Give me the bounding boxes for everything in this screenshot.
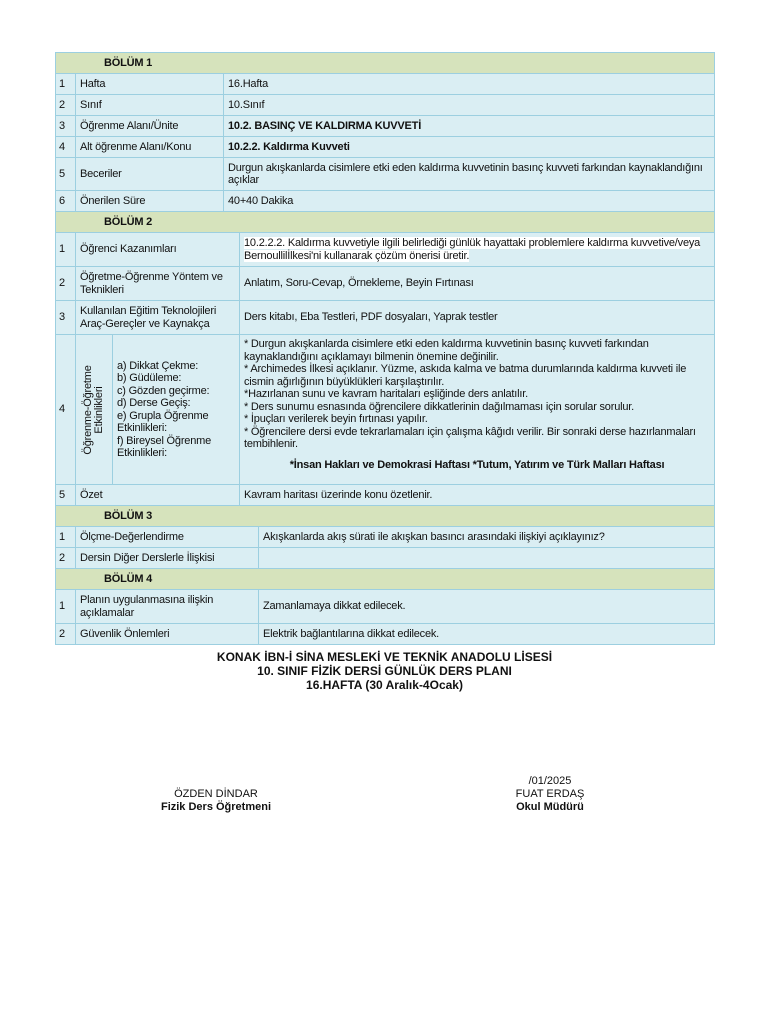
table-row	[56, 301, 715, 335]
outcome-text: 10.2.2.2. Kaldırma kuvvetiyle ilgili belirlediği günlük hayattaki problemlere kaldırma kuvvetive/veya Bernoullilİlkesi'ni kullanarak çözüm önerisi üretir.	[244, 237, 701, 262]
row-value: Ders kitabı, Eba Testleri, PDF dosyaları, Yaprak testler	[240, 301, 715, 335]
section-title: BÖLÜM 3	[56, 506, 715, 527]
document-title	[55, 650, 714, 692]
row-value: Durgun akışkanlarda cisimlere etki eden kaldırma kuvvetinin basınç kuvveti farkından kaynaklandığını açıklar	[224, 158, 715, 191]
plan-title: 10. SINIF FİZİK DERSİ GÜNLÜK DERS PLANI	[257, 664, 512, 678]
table-row	[56, 158, 715, 191]
row-number: 4	[56, 335, 76, 485]
row-number: 1	[56, 527, 76, 548]
row-number: 5	[56, 485, 76, 506]
row-label: Hafta	[76, 74, 224, 95]
section-title: BÖLÜM 2	[56, 212, 715, 233]
table-row	[56, 191, 715, 212]
table-row	[56, 74, 715, 95]
row-value: 10.Sınıf	[224, 95, 715, 116]
principal-name: FUAT ERDAŞ	[515, 788, 585, 800]
row-number: 2	[56, 95, 76, 116]
row-number: 6	[56, 191, 76, 212]
row-label: Öğrenme Alanı/Ünite	[76, 116, 224, 137]
table-row	[56, 137, 715, 158]
section-3-header	[56, 506, 715, 527]
rotated-label: Öğrenme-Öğretme Etkinlikleri	[82, 364, 105, 455]
activity-item: * Archimedes İlkesi açıklanır. Yüzme, askıda kalma ve batma durumlarında kaldırma kuvveti ile cismin ağırlığının büyüklükleri karşılaştırılır.	[244, 363, 687, 388]
row-label: Dersin Diğer Derslerle İlişkisi	[76, 548, 259, 569]
row-label: Alt öğrenme Alanı/Konu	[76, 137, 224, 158]
special-weeks-note: *İnsan Hakları ve Demokrasi Haftası *Tutum, Yatırım ve Türk Malları Haftası	[289, 458, 665, 471]
row-label: Ölçme-Değerlendirme	[76, 527, 259, 548]
row-label: Kullanılan Eğitim Teknolojileri Araç-Gereçler ve Kaynakça	[76, 301, 240, 335]
row-value: Elektrik bağlantılarına dikkat edilecek.	[259, 624, 715, 645]
row-number: 3	[56, 116, 76, 137]
table-row	[56, 335, 715, 485]
row-number: 4	[56, 137, 76, 158]
row-number: 3	[56, 301, 76, 335]
activity-item: * İpuçları verilerek beyin fırtınası yapılır.	[244, 413, 428, 425]
section-title: BÖLÜM 4	[56, 569, 715, 590]
activity-item: * Ders sunumu esnasında öğrencilere dikkatlerinin dağılmaması için sorular sorulur.	[244, 400, 634, 413]
teacher-role: Fizik Ders Öğretmeni	[160, 801, 272, 813]
activity-item: * Durgun akışkanlarda cisimlere etki eden kaldırma kuvvetinin basınç kuvveti farkından kaynaklandığını açıklamayı bilmenin önemine değinilir.	[244, 338, 649, 363]
unit-value: 10.2. BASINÇ VE KALDIRMA KUVVETİ	[224, 116, 715, 137]
table-row	[56, 267, 715, 301]
row-label: Beceriler	[76, 158, 224, 191]
row-label: Sınıf	[76, 95, 224, 116]
teacher-name: ÖZDEN DİNDAR	[174, 788, 258, 800]
row-label: Öğretme-Öğrenme Yöntem ve Teknikleri	[76, 267, 240, 301]
row-value: Akışkanlarda akış sürati ile akışkan basıncı arasındaki ilişkiyi açıklayınız?	[259, 527, 715, 548]
row-number: 1	[56, 590, 76, 624]
row-label: Önerilen Süre	[76, 191, 224, 212]
section-4-header	[56, 569, 715, 590]
activities-cell	[240, 335, 715, 485]
row-number: 1	[56, 233, 76, 267]
table-row	[56, 548, 715, 569]
row-label: Özet	[76, 485, 240, 506]
section-2-header	[56, 212, 715, 233]
teacher-signature	[146, 788, 286, 814]
row-number: 2	[56, 548, 76, 569]
activity-item: *Hazırlanan sunu ve kavram haritaları eşliğinde ders anlatılır.	[244, 388, 528, 400]
signature-date: /01/2025	[528, 775, 572, 787]
table-row	[56, 527, 715, 548]
row-number: 2	[56, 267, 76, 301]
principal-signature	[480, 775, 620, 814]
section-title: BÖLÜM 1	[56, 53, 715, 74]
row-value	[259, 548, 715, 569]
activity-stages: a) Dikkat Çekme: b) Güdüleme: c) Gözden geçirme: d) Derse Geçiş: e) Grupla Öğrenme Etkinlikleri: f) Bireysel Öğrenme Etkinlikleri:	[113, 335, 240, 485]
topic-value: 10.2.2. Kaldırma Kuvveti	[224, 137, 715, 158]
row-label: Güvenlik Önlemleri	[76, 624, 259, 645]
table-row	[56, 233, 715, 267]
week-title: 16.HAFTA (30 Aralık-4Ocak)	[306, 678, 463, 692]
principal-role: Okul Müdürü	[516, 801, 584, 813]
lesson-plan-table	[55, 52, 715, 645]
row-number: 2	[56, 624, 76, 645]
row-value: 16.Hafta	[224, 74, 715, 95]
table-row	[56, 95, 715, 116]
table-row	[56, 116, 715, 137]
row-value: 40+40 Dakika	[224, 191, 715, 212]
row-label: Öğrenci Kazanımları	[76, 233, 240, 267]
table-row	[56, 624, 715, 645]
school-name: KONAK İBN-İ SİNA MESLEKİ VE TEKNİK ANADOLU LİSESİ	[216, 650, 553, 664]
row-value: Zamanlamaya dikkat edilecek.	[259, 590, 715, 624]
row-value: Kavram haritası üzerinde konu özetlenir.	[240, 485, 715, 506]
table-row	[56, 590, 715, 624]
row-number: 1	[56, 74, 76, 95]
row-label: Planın uygulanmasına ilişkin açıklamalar	[76, 590, 259, 624]
row-number: 5	[56, 158, 76, 191]
lesson-plan-sheet	[55, 52, 714, 645]
activity-item: * Öğrencilere dersi evde tekrarlamaları için çalışma kâğıdı verilir. Bir sonraki derse hazırlanmaları tembihlenir.	[244, 425, 696, 450]
section-1-header	[56, 53, 715, 74]
row-value	[240, 233, 715, 267]
table-row	[56, 485, 715, 506]
row-value: Anlatım, Soru-Cevap, Örnekleme, Beyin Fırtınası	[240, 267, 715, 301]
rotated-label-cell	[76, 335, 113, 485]
